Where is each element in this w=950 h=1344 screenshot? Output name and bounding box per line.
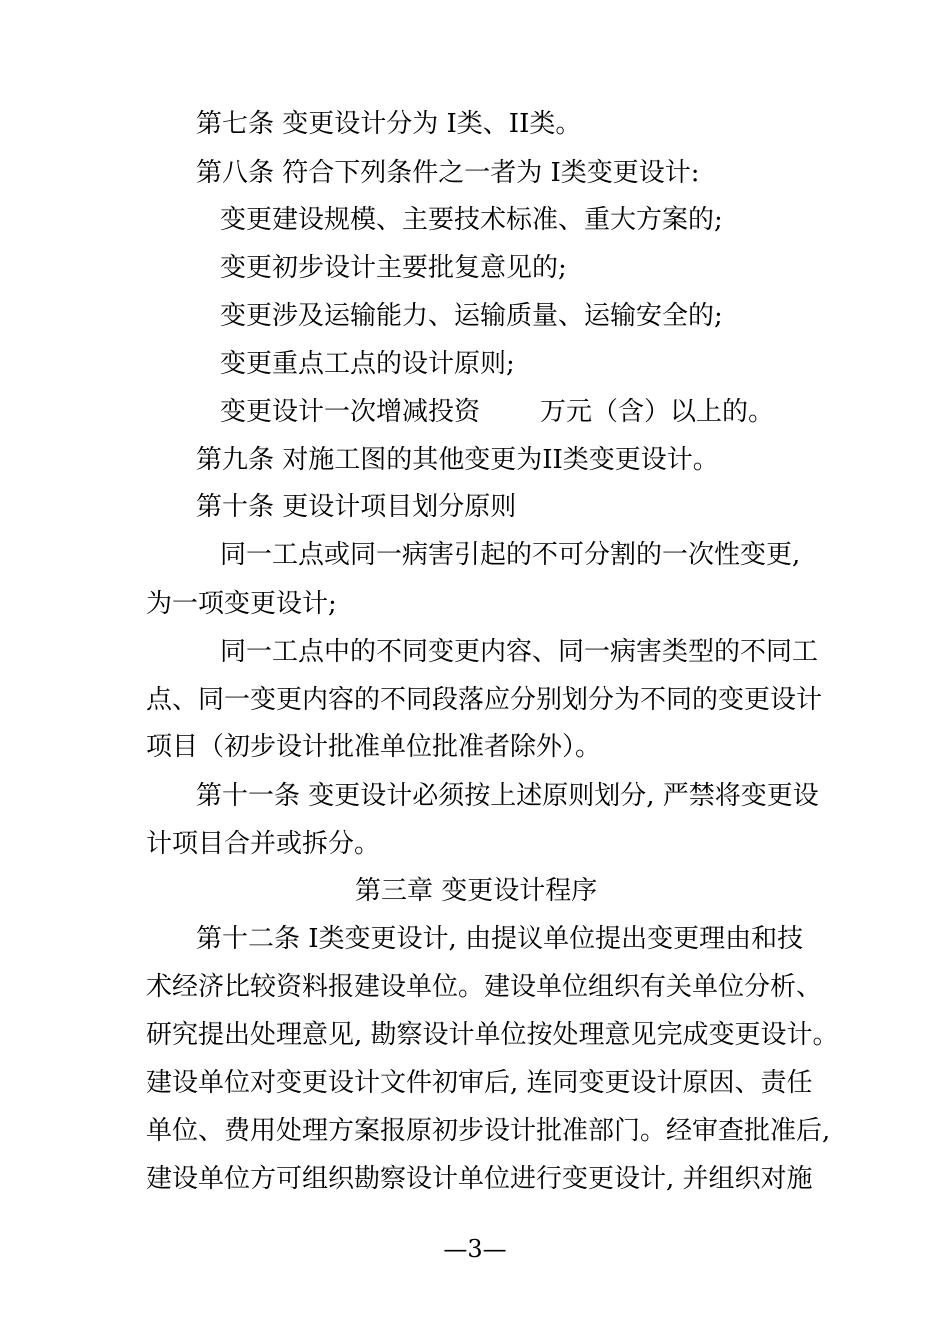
article-11-cont: 计项目合并或拆分。 — [146, 829, 381, 859]
article-12-cont-2: 研究提出处理意见, 勘察设计单位按处理意见完成变更设计。 — [146, 1020, 839, 1050]
article-12-cont-5: 建设单位方可组织勘察设计单位进行变更设计, 并组织对施 — [146, 1164, 813, 1194]
article-8-item-2: 变更初步设计主要批复意见的; — [220, 253, 567, 283]
chapter-3-heading: 第三章 变更设计程序 — [355, 876, 598, 906]
article-9: 第九条 对施工图的其他变更为II类变更设计。 — [196, 445, 719, 475]
article-12: 第十二条 I类变更设计, 由提议单位提出变更理由和技 — [196, 924, 804, 954]
article-7: 第七条 变更设计分为 I类、II类。 — [196, 109, 582, 139]
page-number: —3— — [443, 1235, 507, 1263]
article-12-cont-3: 建设单位对变更设计文件初审后, 连同变更设计原因、责任 — [146, 1068, 813, 1098]
article-11: 第十一条 变更设计必须按上述原则划分, 严禁将变更设 — [196, 781, 819, 811]
article-12-cont-4: 单位、费用处理方案报原初步设计批准部门。经审查批准后, — [146, 1116, 831, 1146]
article-8-item-4: 变更重点工点的设计原则; — [220, 349, 515, 379]
article-10-para-1: 同一工点或同一病害引起的不可分割的一次性变更, — [220, 540, 801, 570]
article-10-para-2-cont-2: 项目（初步设计批准单位批准者除外）。 — [146, 732, 602, 762]
article-8-item-1: 变更建设规模、主要技术标准、重大方案的; — [220, 205, 723, 235]
article-8-item-3: 变更涉及运输能力、运输质量、运输安全的; — [220, 301, 723, 331]
article-8-item-5 — [220, 396, 774, 428]
article-10-para-2: 同一工点中的不同变更内容、同一病害类型的不同工 — [220, 637, 819, 667]
article-8-item-5-part-1: 变更设计一次增减投资 — [220, 397, 481, 427]
article-8: 第八条 符合下列条件之一者为 I类变更设计: — [196, 158, 700, 188]
article-12-cont-1: 术经济比较资料报建设单位。建设单位组织有关单位分析、 — [146, 972, 823, 1002]
article-10-para-1-cont: 为一项变更设计; — [146, 589, 337, 619]
article-10: 第十条 更设计项目划分原则 — [196, 492, 517, 522]
article-8-item-5-part-2: 万元（含）以上的。 — [540, 397, 775, 427]
article-10-para-2-cont-1: 点、同一变更内容的不同段落应分别划分为不同的变更设计 — [146, 685, 823, 715]
